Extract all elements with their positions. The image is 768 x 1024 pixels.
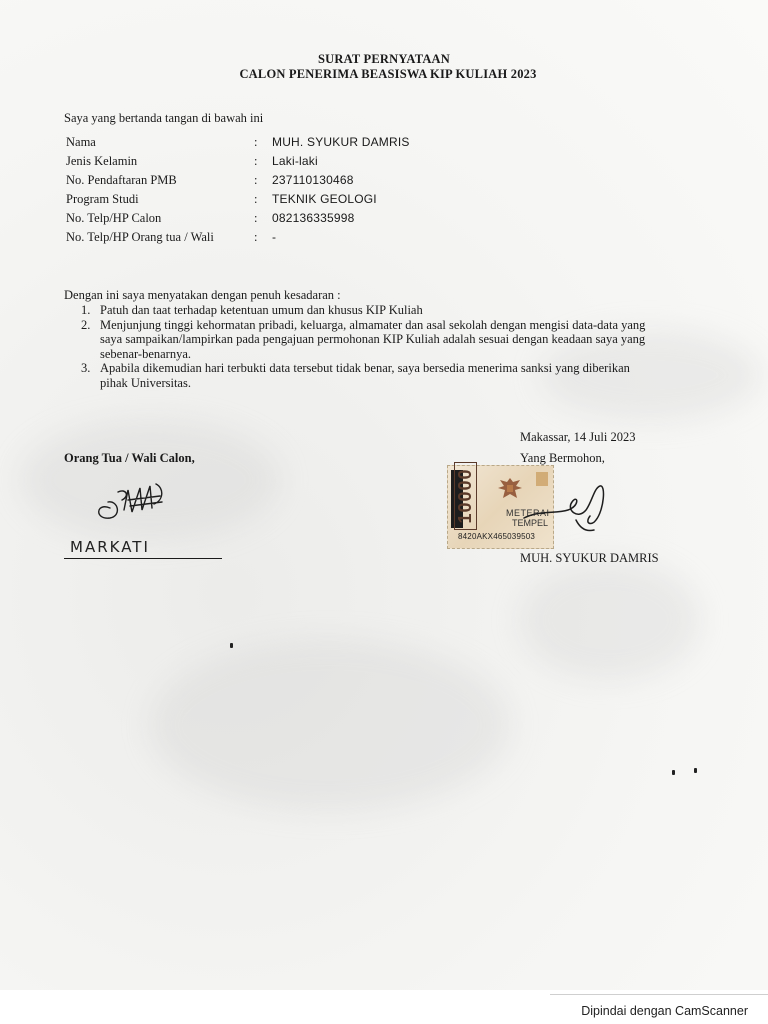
guardian-signature xyxy=(88,480,188,530)
field-label: No. Pendaftaran PMB xyxy=(66,173,177,187)
field-value: MUH. SYUKUR DAMRIS xyxy=(272,135,410,149)
place-date: Makassar, 14 Juli 2023 xyxy=(520,430,636,444)
field-colon: : xyxy=(254,173,258,187)
field-value: TEKNIK GEOLOGI xyxy=(272,192,377,206)
scan-speck xyxy=(230,643,233,648)
applicant-signature xyxy=(520,480,615,540)
stamp-text-tempel: TEMPEL xyxy=(512,518,549,528)
camscanner-watermark: Dipindai dengan CamScanner xyxy=(581,1004,748,1018)
list-number: 2. xyxy=(81,317,91,332)
list-line: Apabila dikemudian hari terbukti data tersebut tidak benar, saya bersedia menerima sanksi yang diberikan xyxy=(100,361,630,375)
list-item xyxy=(66,303,706,318)
scan-speck xyxy=(694,768,697,773)
field-colon: : xyxy=(254,154,258,168)
guardian-name: MARKATI xyxy=(70,538,150,556)
scan-smudge xyxy=(520,560,700,680)
field-value: - xyxy=(272,230,277,244)
list-line: sebenar-benarnya. xyxy=(100,346,192,361)
field-colon: : xyxy=(254,230,258,244)
field-colon: : xyxy=(254,192,258,206)
list-line: saya sampaikan/lampirkan pada pengajuan permohonan KIP Kuliah adalah sesuai dengan keadaan saya yang xyxy=(100,332,646,346)
statement-list xyxy=(66,303,706,390)
scan-speck xyxy=(672,770,675,775)
list-item xyxy=(66,361,706,390)
document-subtitle: CALON PENERIMA BEASISWA KIP KULIAH 2023 xyxy=(239,67,537,81)
document-title: SURAT PERNYATAAN xyxy=(317,52,451,66)
stamp-nominal: 10000 xyxy=(454,462,477,530)
applicant-name: MUH. SYUKUR DAMRIS xyxy=(520,551,659,565)
field-label: No. Telp/HP Calon xyxy=(66,211,162,225)
applicant-label: Yang Bermohon, xyxy=(520,451,605,465)
scanner-footer xyxy=(0,990,768,1024)
field-label: No. Telp/HP Orang tua / Wali xyxy=(66,230,214,244)
field-label: Program Studi xyxy=(66,192,139,206)
scan-smudge xyxy=(150,640,510,810)
list-line: Patuh dan taat terhadap ketentuan umum dan khusus KIP Kuliah xyxy=(100,303,423,317)
intro-text: Saya yang bertanda tangan di bawah ini xyxy=(64,111,264,125)
statement-intro: Dengan ini saya menyatakan dengan penuh kesadaran : xyxy=(64,288,341,302)
list-line: Menjunjung tinggi kehormatan pribadi, keluarga, almamater dan asal sekolah dengan mengisi data-data yang xyxy=(100,317,646,332)
list-line: pihak Universitas. xyxy=(100,375,191,390)
list-number: 3. xyxy=(81,361,91,375)
signature-line xyxy=(64,558,222,559)
field-colon: : xyxy=(254,135,258,149)
list-number: 1. xyxy=(81,303,91,317)
field-value: Laki-laki xyxy=(272,154,318,168)
field-label: Jenis Kelamin xyxy=(66,154,138,168)
field-value: 237110130468 xyxy=(272,173,354,187)
stamp-text-meterai: METERAI xyxy=(506,508,550,518)
field-value: 082136335998 xyxy=(272,211,355,225)
field-label: Nama xyxy=(66,135,96,149)
stamp-serial: 8420AKX465039503 xyxy=(458,532,536,541)
footer-line xyxy=(550,994,768,995)
list-item xyxy=(66,318,706,362)
field-colon: : xyxy=(254,211,258,225)
guardian-label: Orang Tua / Wali Calon, xyxy=(64,451,195,465)
